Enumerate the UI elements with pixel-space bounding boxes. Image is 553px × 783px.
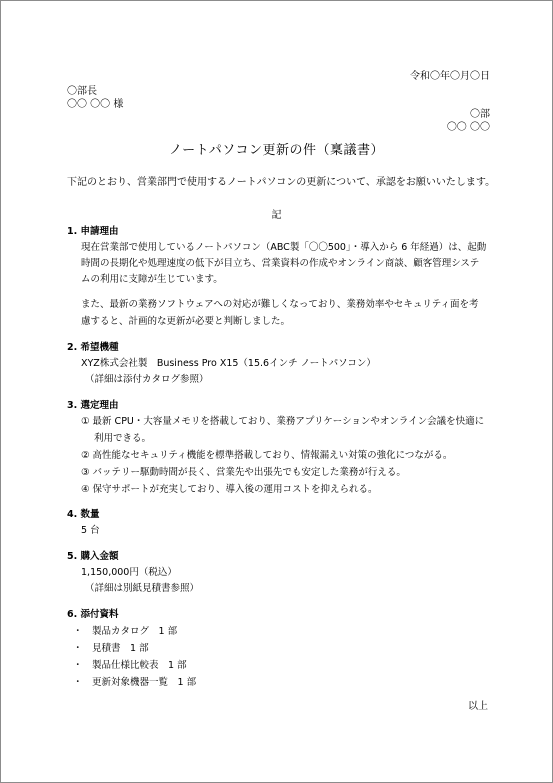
section-line: 現在営業部で使用しているノートパソコン（ABC製「〇〇500」・導入から 6 年経過）は、起動 — [81, 242, 487, 253]
document-date: 令和〇年〇月〇日 — [410, 71, 490, 82]
attachment-item: ・ 製品仕様比較表 1 部 — [73, 660, 187, 671]
section-heading: 2. 希望機種 — [67, 342, 119, 353]
section-line: ① 最新 CPU・大容量メモリを搭載しており、業務アプリケーションやオンライン会議を快適に — [81, 416, 485, 427]
section-heading: 1. 申請理由 — [67, 226, 119, 237]
section-heading: 3. 選定理由 — [67, 400, 119, 411]
section-line: 時間の長期化や処理速度の低下が目立ち、営業資料の作成やオンライン商談、顧客管理システ — [81, 258, 480, 269]
recipient-department: 〇部長 — [67, 86, 97, 97]
section-line: ④ 保守サポートが充実しており、導入後の運用コストを抑えられる。 — [81, 484, 378, 495]
recipient-name: 〇〇 〇〇 様 — [67, 99, 124, 110]
section-line: 1,150,000円（税込） — [81, 567, 177, 578]
intro-text: 下記のとおり、営業部門で使用するノートパソコンの更新について、承認をお願いいたします。 — [67, 177, 496, 188]
sender-department: 〇部 — [470, 109, 490, 120]
closing-text: 以上 — [468, 701, 488, 712]
section-line: また、最新の業務ソフトウェアへの対応が難しくなっており、業務効率やセキュリティ面を考 — [81, 299, 479, 310]
section-line: XYZ株式会社製 Business Pro X15（15.6インチ ノートパソコン） — [81, 358, 376, 369]
section-line: ② 高性能なセキュリティ機能を標準搭載しており、情報漏えい対策の強化につながる。 — [81, 450, 453, 461]
section-line: 慮すると、計画的な更新が必要と判断しました。 — [81, 316, 291, 327]
attachment-item: ・ 見積書 1 部 — [73, 643, 149, 654]
section-line: ムの利用に支障が生じています。 — [81, 274, 223, 285]
section-line: ③ バッテリー駆動時間が長く、営業先や出張先でも安定した業務が行える。 — [81, 467, 406, 478]
section-heading: 6. 添付資料 — [67, 609, 119, 620]
section-heading: 5. 購入金額 — [67, 551, 119, 562]
sender-name: 〇〇 〇〇 — [446, 122, 490, 133]
section-line: 利用できる。 — [94, 433, 152, 444]
document-title: ノートパソコン更新の件（稟議書） — [168, 143, 385, 158]
ki-label: 記 — [271, 210, 282, 221]
section-line: （詳細は別紙見積書参照） — [85, 583, 200, 594]
section-line: 5 台 — [81, 525, 100, 536]
attachment-item: ・ 製品カタログ 1 部 — [73, 626, 178, 637]
section-line: （詳細は添付カタログ参照） — [85, 374, 209, 385]
attachment-item: ・ 更新対象機器一覧 1 部 — [73, 677, 197, 688]
section-heading: 4. 数量 — [67, 509, 100, 520]
